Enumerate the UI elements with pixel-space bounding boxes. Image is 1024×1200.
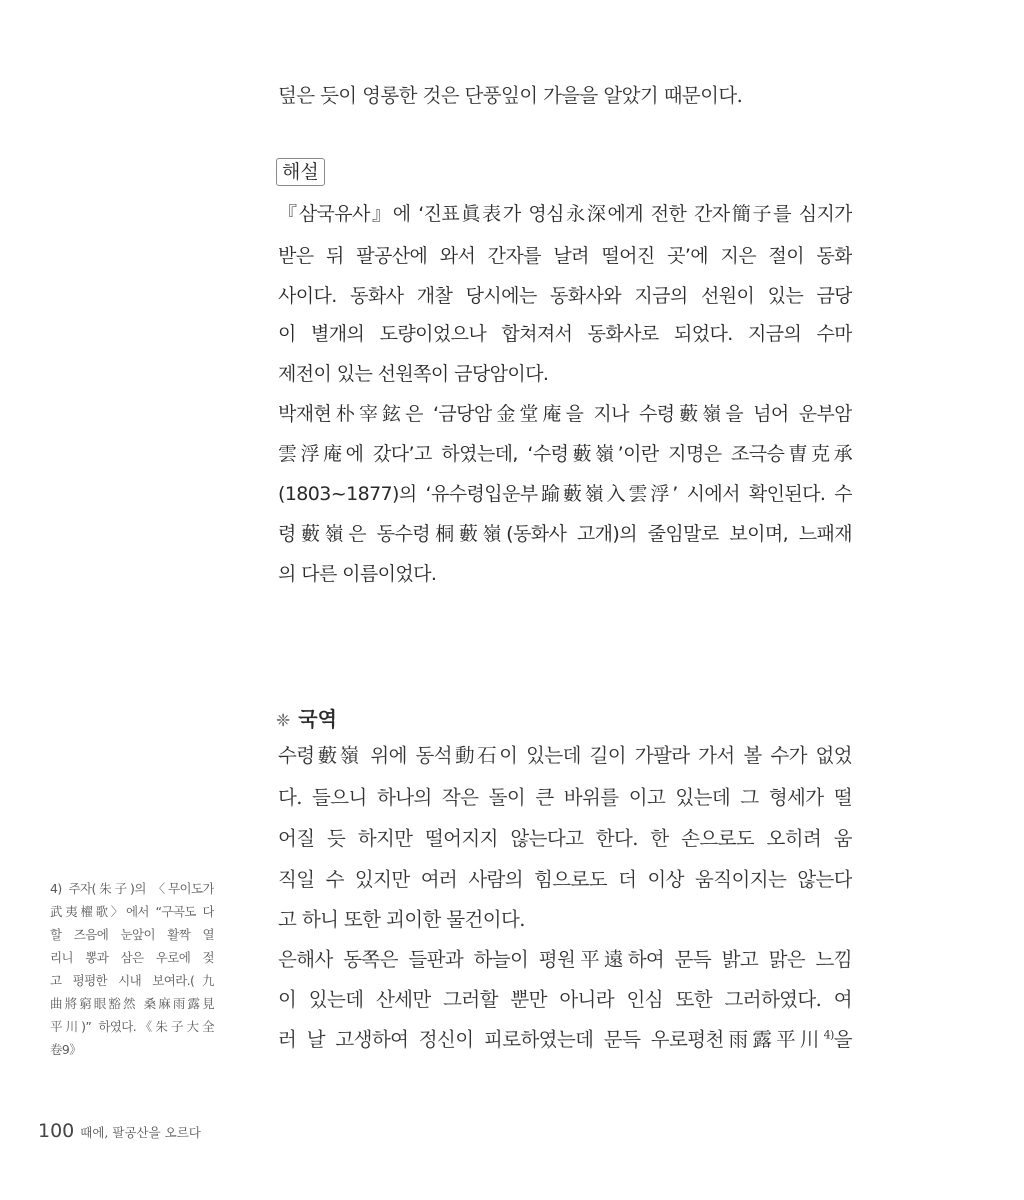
footnote-line: 할 즈음에 눈앞이 활짝 열: [50, 927, 214, 942]
footnote-line: 曲將窮眼豁然 桑麻雨露見: [50, 996, 214, 1011]
running-title: 때에, 팔공산을 오르다: [80, 1125, 201, 1140]
gukyeok-line: 다. 들으니 하나의 작은 돌이 큰 바위를 이고 있는데 그 형세가 떨: [278, 786, 852, 809]
gukyeok-last-text: 러 날 고생하여 정신이 피로하였는데 문득 우로평천雨露平川: [278, 1028, 824, 1051]
haeseol-line: 받은 뒤 팔공산에 와서 간자를 날려 떨어진 곳’에 지은 절이 동화: [278, 245, 852, 267]
intro-line: 덮은 듯이 영롱한 것은 단풍잎이 가을을 알았기 때문이다.: [278, 84, 743, 107]
footnote-ref: 4): [823, 1028, 834, 1042]
haeseol-line: 雲浮庵에 갔다’고 하였는데, ‘수령藪嶺’이란 지명은 조극승曺克承: [278, 443, 852, 465]
haeseol-line: 박재현朴宰鉉은 ‘금당암金堂庵을 지나 수령藪嶺을 넘어 운부암: [278, 403, 852, 425]
gukyeok-heading: [276, 704, 337, 736]
footnote-line: 卷9》: [50, 1042, 82, 1057]
gukyeok-line: 은해사 동쪽은 들판과 하늘이 평원平遠하여 문득 밝고 맑은 느낌: [278, 948, 852, 971]
footnote-line: 고 평평한 시내 보여라.(九: [50, 973, 214, 988]
gukyeok-line: 고 하니 또한 괴이한 물건이다.: [278, 908, 525, 931]
gukyeok-line: 어질 듯 하지만 떨어지지 않는다고 한다. 한 손으로도 오히려 움: [278, 827, 852, 850]
haeseol-line: 『삼국유사』에 ‘진표眞表가 영심永深에게 전한 간자簡子를 심지가: [278, 203, 852, 225]
page-footer: [38, 1120, 201, 1142]
gukyeok-line: 이 있는데 산세만 그러할 뿐만 아니라 인심 또한 그러하였다. 여: [278, 988, 852, 1011]
footnote-line: 武夷櫂歌〉에서 “구곡도 다: [50, 904, 214, 919]
haeseol-line: 이 별개의 도량이었으나 합쳐져서 동화사로 되었다. 지금의 수마: [278, 323, 852, 345]
haeseol-heading: 해설: [276, 158, 325, 186]
gukyeok-last-tail: 을: [833, 1028, 852, 1051]
page-number: 100: [38, 1120, 75, 1142]
gukyeok-heading-label: 국역: [298, 707, 337, 731]
gukyeok-line: 직일 수 있지만 여러 사람의 힘으로도 더 이상 움직이지는 않는다: [278, 868, 852, 891]
footnote-line: 4) 주자(朱子)의 〈무이도가: [50, 881, 214, 896]
haeseol-line: (1803~1877)의 ‘유수령입운부踰藪嶺入雲浮’ 시에서 확인된다. 수: [278, 483, 852, 505]
ornament-icon: ❈: [276, 711, 291, 731]
haeseol-line: 사이다. 동화사 개찰 당시에는 동화사와 지금의 선원이 있는 금당: [278, 285, 852, 307]
footnote-line: 平川)” 하였다.《朱子大全: [50, 1019, 214, 1034]
footnote-line: 리니 뽕과 삼은 우로에 젖: [50, 950, 214, 965]
gukyeok-line: 수령藪嶺 위에 동석動石이 있는데 길이 가팔라 가서 볼 수가 없었: [278, 744, 852, 767]
haeseol-line: 제전이 있는 선원쪽이 금당암이다.: [278, 363, 549, 385]
gukyeok-line-last: [278, 1024, 852, 1056]
haeseol-line: 의 다른 이름이었다.: [278, 563, 437, 585]
haeseol-line: 령藪嶺은 동수령桐藪嶺(동화사 고개)의 줄임말로 보이며, 느패재: [278, 523, 852, 545]
